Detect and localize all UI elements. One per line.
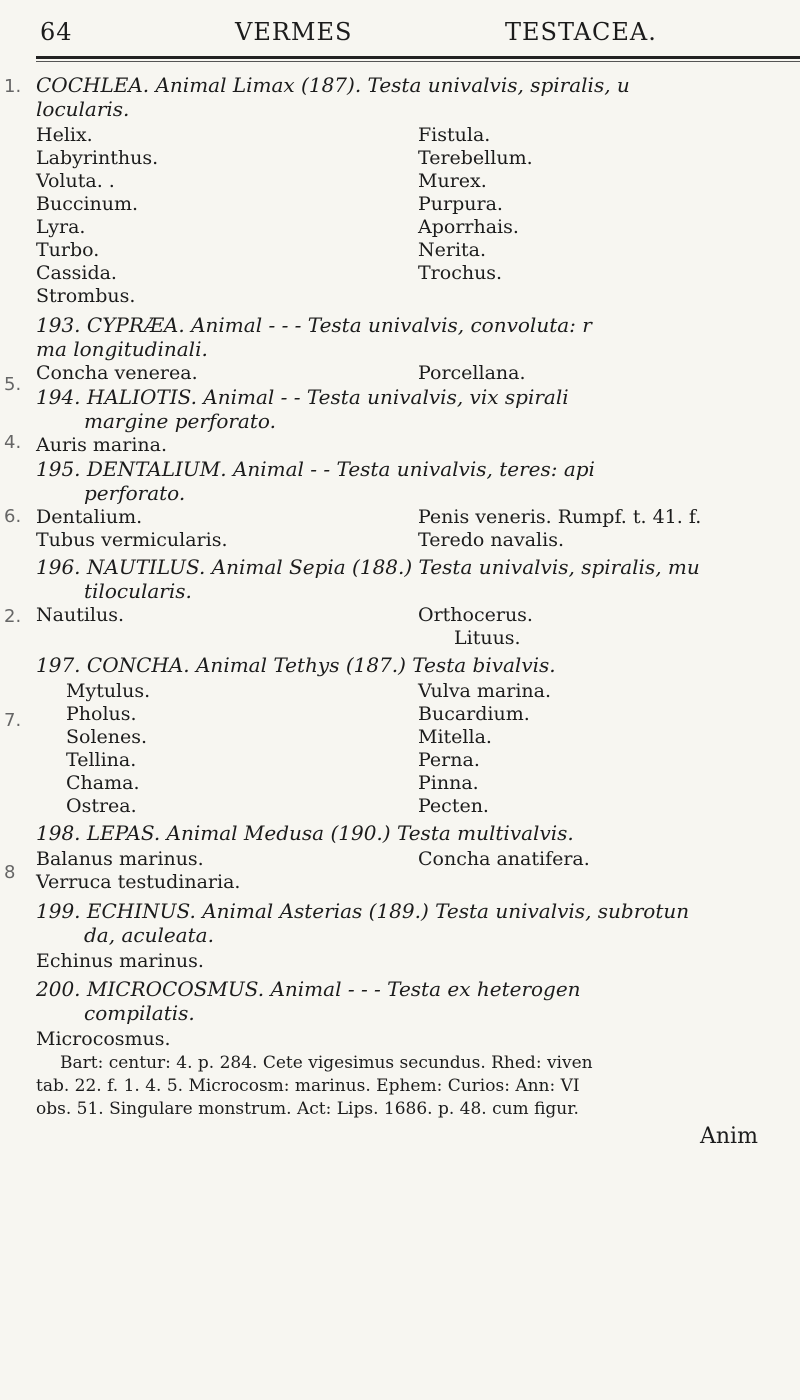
genus-right: Concha anatifera.	[418, 848, 590, 870]
entry-196-cont: tilocularis.	[84, 579, 192, 603]
genus-left: Dentalium.	[36, 506, 143, 528]
genus-right: Teredo navalis.	[418, 529, 564, 551]
genus-left: Turbo.	[36, 239, 100, 261]
margin-mark: 5.	[4, 374, 22, 395]
genus-left: Strombus.	[36, 285, 136, 307]
margin-mark: 8	[4, 862, 16, 883]
entry-194-title: 194. HALIOTIS. Animal - - Testa univalvis, vix spirali	[36, 385, 569, 409]
reference-line: obs. 51. Singulare monstrum. Act: Lips. 1686. p. 48. cum figur.	[36, 1099, 579, 1119]
genus-right: Purpura.	[418, 193, 503, 215]
entry-193-cont: ma longitudinali.	[36, 337, 208, 361]
header-rule-thin	[36, 61, 800, 62]
entry-194-cont: margine perforato.	[84, 409, 276, 433]
genus-left: Tubus vermicularis.	[36, 529, 228, 551]
genus-left: Cassida.	[36, 262, 117, 284]
genus-right: Mitella.	[418, 726, 492, 748]
genus-right: Vulva marina.	[418, 680, 552, 702]
genus-right: Nerita.	[418, 239, 487, 261]
entry-192-cont: locularis.	[36, 97, 130, 121]
header-rule	[36, 56, 800, 59]
entry-192-title: COCHLEA. Animal Limax (187). Testa univalvis, spiralis, u	[36, 73, 630, 97]
genus-right: Terebellum.	[418, 147, 533, 169]
entry-199-title: 199. ECHINUS. Animal Asterias (189.) Testa univalvis, subrotun	[36, 899, 690, 923]
genus-left: Labyrinthus.	[36, 147, 159, 169]
genus-left: Auris marina.	[36, 434, 168, 456]
reference-line: Bart: centur: 4. p. 284. Cete vigesimus secundus. Rhed: viven	[60, 1053, 593, 1073]
genus-left: Balanus marinus.	[36, 848, 204, 870]
genus-right: Lituus.	[454, 627, 521, 649]
entry-199-cont: da, aculeata.	[84, 923, 214, 947]
genus-left: Chama.	[66, 772, 140, 794]
genus-left: Echinus marinus.	[36, 950, 204, 972]
genus-right: Aporrhais.	[418, 216, 519, 238]
genus-right: Penis veneris. Rumpf. t. 41. f.	[418, 506, 702, 528]
entry-196-title: 196. NAUTILUS. Animal Sepia (188.) Testa univalvis, spiralis, mu	[36, 555, 700, 579]
entry-200-title: 200. MICROCOSMUS. Animal - - - Testa ex heterogen	[36, 977, 581, 1001]
genus-left: Verruca testudinaria.	[36, 871, 241, 893]
running-header	[40, 18, 780, 48]
genus-left: Tellina.	[66, 749, 137, 771]
genus-right: Pinna.	[418, 772, 479, 794]
genus-left: Mytulus.	[66, 680, 151, 702]
genus-right: Perna.	[418, 749, 480, 771]
genus-right: Porcellana.	[418, 362, 526, 384]
entry-193-title: 193. CYPRÆA. Animal - - - Testa univalvis, convoluta: r	[36, 313, 592, 337]
genus-right: Murex.	[418, 170, 487, 192]
entry-197-title: 197. CONCHA. Animal Tethys (187.) Testa bivalvis.	[36, 653, 556, 677]
header-right: TESTACEA.	[505, 18, 657, 46]
margin-mark: 6.	[4, 506, 22, 527]
genus-left: Voluta. .	[36, 170, 115, 192]
genus-left: Microcosmus.	[36, 1028, 171, 1050]
genus-right: Bucardium.	[418, 703, 530, 725]
genus-right: Pecten.	[418, 795, 489, 817]
margin-mark: 1.	[4, 76, 22, 97]
genus-left: Helix.	[36, 124, 93, 146]
genus-left: Ostrea.	[66, 795, 137, 817]
genus-right: Fistula.	[418, 124, 491, 146]
genus-right: Orthocerus.	[418, 604, 533, 626]
margin-mark: 4.	[4, 432, 22, 453]
genus-left: Solenes.	[66, 726, 148, 748]
margin-mark: 7.	[4, 710, 22, 731]
genus-left: Lyra.	[36, 216, 86, 238]
genus-right: Trochus.	[418, 262, 503, 284]
header-left: VERMES	[235, 18, 353, 46]
genus-left: Buccinum.	[36, 193, 139, 215]
entry-195-title: 195. DENTALIUM. Animal - - Testa univalvis, teres: api	[36, 457, 595, 481]
genus-left: Pholus.	[66, 703, 137, 725]
reference-line: tab. 22. f. 1. 4. 5. Microcosm: marinus. Ephem: Curios: Ann: VI	[36, 1076, 580, 1096]
entry-195-cont: perforato.	[84, 481, 186, 505]
entry-198-title: 198. LEPAS. Animal Medusa (190.) Testa multivalvis.	[36, 821, 574, 845]
catchword: Anim	[700, 1124, 758, 1149]
entry-200-cont: compilatis.	[84, 1001, 195, 1025]
page-number: 64	[40, 18, 73, 46]
margin-mark: 2.	[4, 606, 22, 627]
genus-left: Concha venerea.	[36, 362, 198, 384]
genus-left: Nautilus.	[36, 604, 125, 626]
